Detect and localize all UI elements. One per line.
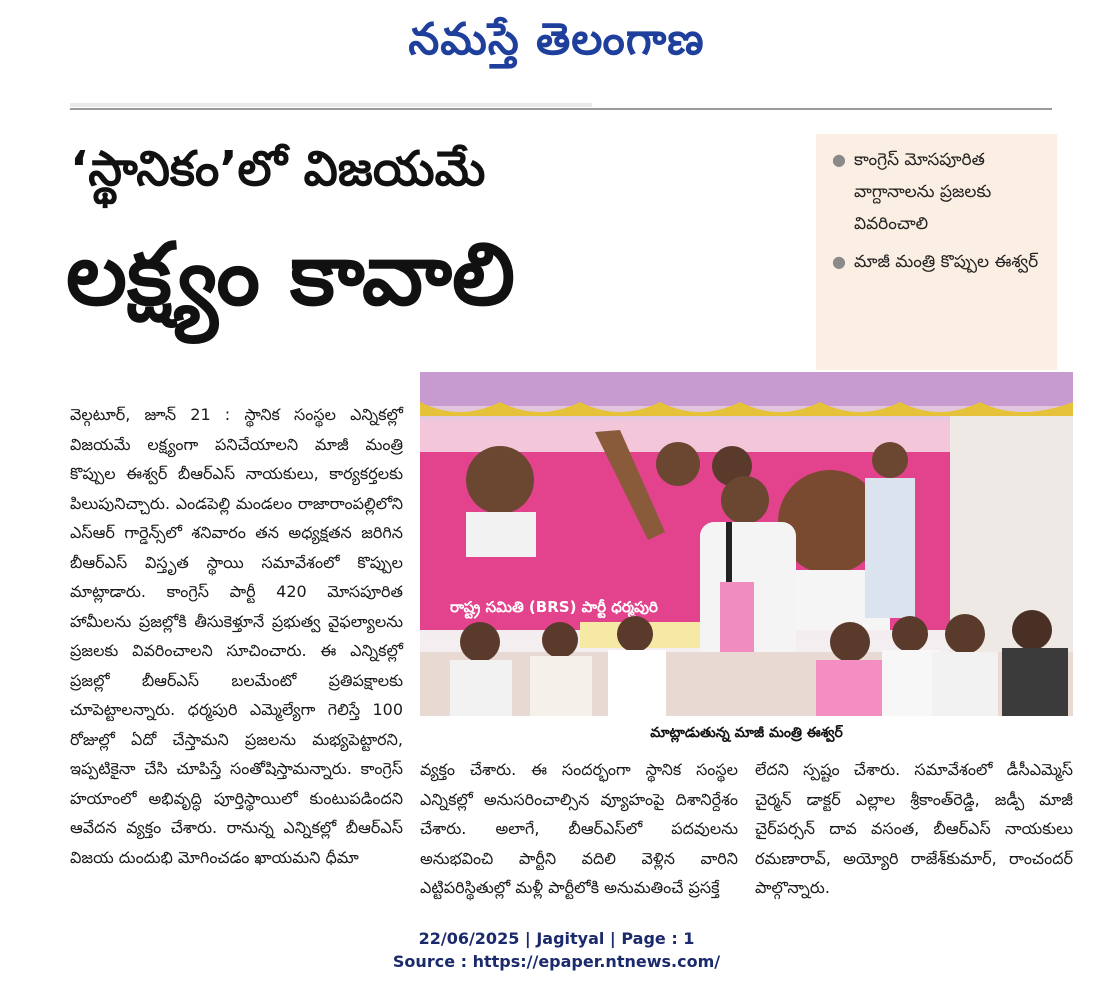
footer-edition-info: 22/06/2025 | Jagityal | Page : 1 [418,929,695,948]
banner-text: రాష్ట్ర సమితి (BRS) పార్టీ ధర్మపురి [450,598,658,616]
masthead-divider [70,108,1052,110]
highlight-item [832,246,1045,278]
photo-caption: మాట్లాడుతున్న మాజీ మంత్రి ఈశ్వర్ [650,725,843,741]
highlight-text: మాజీ మంత్రి కొప్పుల ఈశ్వర్ [854,252,1039,272]
headline-line-1: ‘స్థానికం’లో విజయమే [70,141,486,197]
article-paragraph: వ్యక్తం చేశారు. ఈ సందర్భంగా స్థానిక సంస్థల ఎన్నికల్లో అనుసరించాల్సిన వ్యూహంపై దిశానిర్దేశం చేశారు. అలాగే, బీఆర్ఎస్‌లో పదవులను అనుభవించి పార్టీని వదిలి వెళ్లిన వారిని ఎట్టిపరిస్థితుల్లో మళ్లీ పార్టీలోకి అనుమతించే ప్రసక్తే [420,760,738,897]
highlight-text: కాంగ్రెస్ మోసపూరిత వాగ్దానాలను ప్రజలకు వివరించాలి [854,150,992,234]
bullet-icon: ● [832,252,846,271]
article-column-3 [755,755,1073,905]
news-photo [420,372,1073,716]
masthead-title: నమస్తే తెలంగాణ [408,14,705,65]
masthead-divider-shadow [70,103,592,107]
article-paragraph: లేదని స్పష్టం చేశారు. సమావేశంలో డీసీఎమ్మెస్ చైర్మన్ డాక్టర్ ఎల్లాల శ్రీకాంత్‌రెడ్డి, జడ్పీ మాజీ చైర్‌పర్సన్ దావ వసంత, బీఆర్ఎస్ నాయకులు రమణారావ్, అయ్యోరి రాజేశ్‌కుమార్, రాంచందర్ పాల్గొన్నారు. [755,760,1073,897]
highlight-item [832,144,1045,240]
photo-illustration [420,372,1073,716]
article-column-2 [420,755,738,905]
article-paragraph: వెల్గటూర్, జూన్ 21 : స్థానిక సంస్థల ఎన్నికల్లో విజయమే లక్ష్యంగా పనిచేయాలని మాజీ మంత్రి కొప్పుల ఈశ్వర్ బీఆర్ఎస్ నాయకులు, కార్యకర్తలకు పిలుపునిచ్చారు. ఎండపెల్లి మండలం రాజారాంపల్లిలోని ఎస్ఆర్ గార్డెన్స్‌లో శనివారం తన అధ్యక్షతన జరిగిన బీఆర్ఎస్ విస్తృత స్థాయి సమావేశంలో కొప్పుల మాట్లాడారు. కాంగ్రెస్ పార్టీ 420 మోసపూరిత హామీలను ప్రజల్లోకి తీసుకెళ్తూనే ప్రభుత్వ వైఫల్యాలను ప్రజలకు వివరించాలని సూచించారు. ఈ ఎన్నికల్లో ప్రజల్లో బీఆర్ఎస్ బలమేంటో ప్రతిపక్షాలకు చూపెట్టాలన్నారు. ధర్మపురి ఎమ్మెల్యేగా గెలిస్తే 100 రోజుల్లో ఏదో చేస్తామని ప్రజలను మభ్యపెట్టారని, ఇప్పటికైనా చేసి చూపిస్తే సంతోషిస్తామన్నారు. కాంగ్రెస్ హయాంలో అభివృద్ధి పూర్తిస్థాయిలో కుంటుపడిందని ఆవేదన వ్యక్తం చేశారు. రానున్న ఎన్నికల్లో బీఆర్ఎస్ విజయ దుందుభి మోగించడం ఖాయమని ధీమా [70,405,403,867]
headline-line-2: లక్ష్యం కావాలి [66,225,516,325]
bullet-icon: ● [832,150,846,169]
footer-source: Source : https://epaper.ntnews.com/ [392,952,721,971]
article-column-1 [70,400,403,900]
highlights-box [816,134,1057,370]
